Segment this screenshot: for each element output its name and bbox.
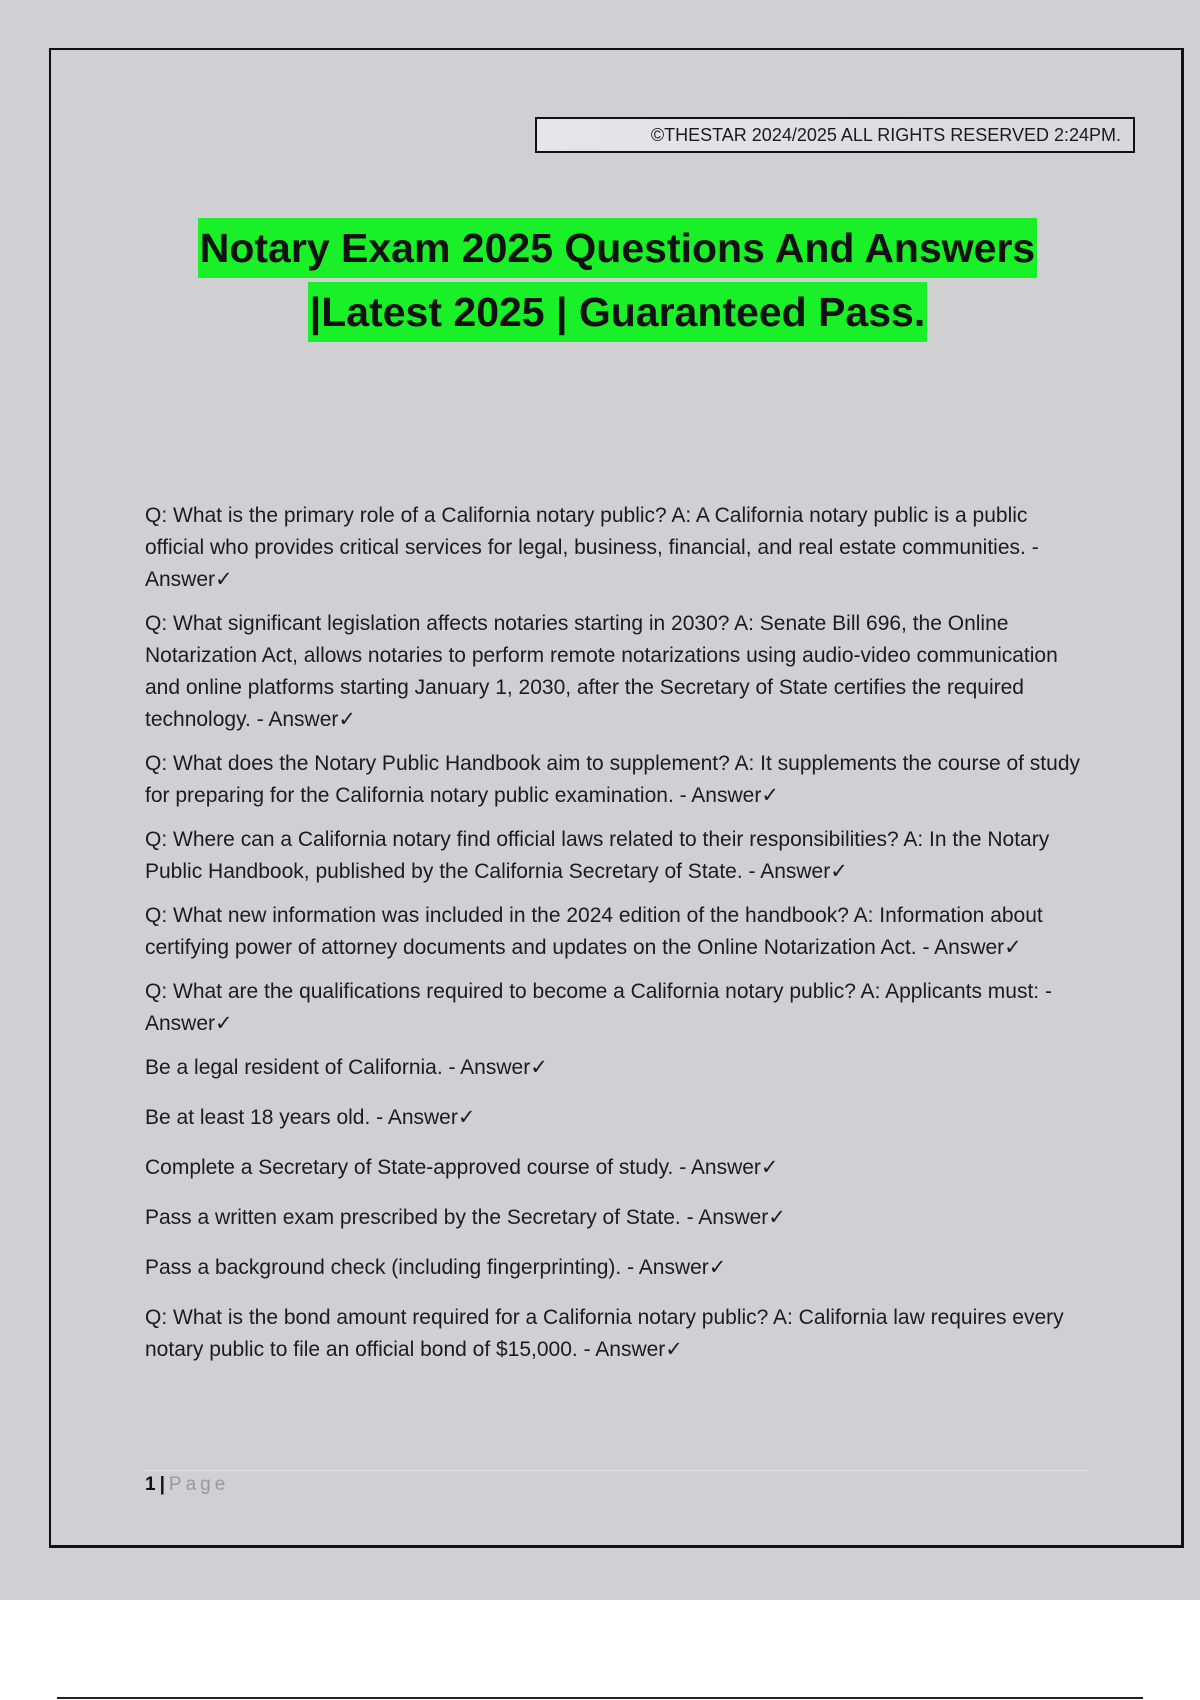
answer-label: - Answer <box>673 1156 761 1179</box>
answer-label: - Answer <box>673 784 762 807</box>
check-mark-icon: ✓ <box>708 1256 727 1279</box>
qualification-item: Be a legal resident of California. - Answer✓ <box>145 1056 548 1079</box>
answer-label: - Answer <box>577 1338 666 1361</box>
answer-label: - Answer <box>742 860 831 883</box>
check-mark-icon: ✓ <box>457 1106 476 1129</box>
qualification-item: Pass a written exam prescribed by the Secretary of State. - Answer✓ <box>145 1206 786 1229</box>
title-line-1: Notary Exam 2025 Questions And Answers <box>198 218 1037 278</box>
check-mark-icon: ✓ <box>215 1012 233 1035</box>
check-mark-icon: ✓ <box>830 860 848 883</box>
answer-label: - Answer <box>621 1256 709 1279</box>
document-title <box>0 218 1200 342</box>
qa-item: Q: What is the primary role of a California notary public? A: A California notary public is a public official who provides critical services for legal, business, financial, and real estate communities. - Answer✓ <box>145 504 1039 591</box>
qa-item: Q: What new information was included in the 2024 edition of the handbook? A: Information about certifying power of attorney documents and updates on the Online Notarization Act. - Answer✓ <box>145 904 1043 959</box>
qualification-item: Pass a background check (including fingerprinting). - Answer✓ <box>145 1256 727 1279</box>
title-line-2: |Latest 2025 | Guaranteed Pass. <box>308 282 927 342</box>
page-separator: | <box>159 1474 165 1495</box>
qa-item: Q: What does the Notary Public Handbook aim to supplement? A: It supplements the course of study for preparing for the California notary public examination. - Answer✓ <box>145 752 1081 807</box>
qa-item: Q: What are the qualifications required to become a California notary public? A: Applicants must: - Answer✓ <box>145 980 1052 1035</box>
check-mark-icon: ✓ <box>530 1056 548 1079</box>
page-label: Page <box>168 1474 230 1495</box>
check-mark-icon: ✓ <box>760 1156 779 1179</box>
answer-label: - Answer <box>680 1206 769 1229</box>
answer-label: - Answer <box>250 708 339 731</box>
qa-item: Q: What is the bond amount required for a California notary public? A: California law requires every notary public to file an official bond of $15,000. - Answer✓ <box>145 1306 1064 1361</box>
check-mark-icon: ✓ <box>768 1206 786 1229</box>
bottom-divider <box>57 1697 1143 1699</box>
qualification-item: Complete a Secretary of State-approved course of study. - Answer✓ <box>145 1156 779 1179</box>
qa-item: Q: Where can a California notary find official laws related to their responsibilities? A: In the Notary Public Handbook, published by the California Secretary of State. - Answer✓ <box>145 828 1050 883</box>
check-mark-icon: ✓ <box>338 708 356 731</box>
qa-item: Q: What significant legislation affects notaries starting in 2030? A: Senate Bill 696, the Online Notarization Act, allows notaries to perform remote notarizations using audio-video communication and online platforms starting January 1, 2030, after the Secretary of State certifies the required technology. - Answer✓ <box>145 612 1058 731</box>
check-mark-icon: ✓ <box>1004 936 1022 959</box>
answer-label: - Answer <box>145 536 1039 591</box>
answer-label: - Answer <box>145 980 1052 1035</box>
check-mark-icon: ✓ <box>215 568 233 591</box>
check-mark-icon: ✓ <box>761 784 779 807</box>
copyright-banner <box>535 117 1135 153</box>
page-footer <box>145 1473 229 1497</box>
answer-label: - Answer <box>442 1056 531 1079</box>
footer-divider <box>145 1470 1090 1471</box>
copyright-text: ©THESTAR 2024/2025 ALL RIGHTS RESERVED 2:24PM. <box>650 125 1121 145</box>
answer-label: - Answer <box>370 1106 458 1129</box>
check-mark-icon: ✓ <box>665 1338 683 1361</box>
qa-list <box>145 500 1090 1378</box>
qualification-item: Be at least 18 years old. - Answer✓ <box>145 1106 476 1129</box>
page-number: 1 <box>145 1474 156 1495</box>
answer-label: - Answer <box>916 936 1005 959</box>
